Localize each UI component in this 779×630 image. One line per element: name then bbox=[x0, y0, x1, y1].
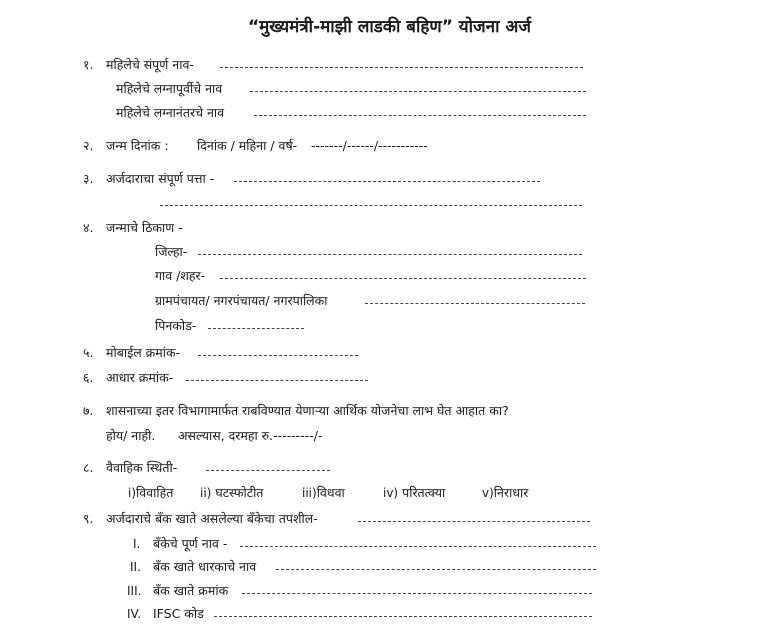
q4-local-body-label: ग्रामपंचायत/ नगरपंचायत/ नगरपालिका bbox=[155, 293, 328, 308]
q8-marital-status-field[interactable] bbox=[206, 470, 330, 471]
q2-number: २. bbox=[83, 138, 94, 153]
q8-number: ८. bbox=[83, 460, 94, 475]
q9-item-roman: II. bbox=[130, 560, 141, 574]
form-title: “मुख्यमंत्री-माझी लाडकी बहिण” योजना अर्ज bbox=[247, 17, 532, 37]
q1-label: महिलेचे संपूर्ण नाव- bbox=[106, 57, 194, 72]
q5-label: मोबाईल क्रमांक- bbox=[106, 345, 181, 360]
q4-district-field[interactable] bbox=[198, 254, 582, 255]
q9-item-roman: IV. bbox=[127, 607, 142, 621]
q9-item-roman: I. bbox=[133, 537, 141, 551]
q3-address-field-line2[interactable] bbox=[160, 205, 582, 206]
q1-premarital-label: महिलेचे लग्नापूर्वीचे नाव bbox=[116, 81, 223, 96]
q9-number: ९. bbox=[83, 511, 94, 526]
q6-label: आधार क्रमांक- bbox=[106, 370, 174, 385]
marital-option[interactable]: i)विवाहित bbox=[128, 485, 174, 500]
q1-postmarital-name-field[interactable] bbox=[254, 115, 586, 116]
q3-label: अर्जदाराचा संपूर्ण पत्ता - bbox=[106, 171, 215, 186]
q1-postmarital-label: महिलेचे लग्नानंतरचे नाव bbox=[116, 105, 225, 120]
q4-number: ४. bbox=[83, 220, 94, 235]
q9-account-holder-field[interactable] bbox=[276, 569, 596, 570]
marital-option[interactable]: ii) घटस्फोटीत bbox=[200, 485, 264, 500]
q5-mobile-field[interactable] bbox=[198, 355, 358, 356]
marital-option[interactable]: iv) परितत्क्या bbox=[383, 485, 446, 500]
q1-number: १. bbox=[83, 57, 94, 72]
q9-account-holder-label: बँक खाते धारकाचे नाव bbox=[153, 559, 257, 574]
q9-account-number-field[interactable] bbox=[242, 593, 592, 594]
q6-aadhaar-field[interactable] bbox=[186, 380, 368, 381]
q2-date-field[interactable]: -------/------/----------- bbox=[311, 138, 428, 153]
q2-date-format: दिनांक / महिना / वर्ष- bbox=[197, 138, 298, 153]
q1-premarital-name-field[interactable] bbox=[250, 91, 586, 92]
q9-account-number-label: बँक खाते क्रमांक bbox=[153, 583, 229, 598]
q9-bank-details-field[interactable] bbox=[358, 521, 590, 522]
marital-option[interactable]: iii)विधवा bbox=[302, 485, 345, 500]
q4-pincode-field[interactable] bbox=[208, 328, 304, 329]
q9-ifsc-label: IFSC कोड bbox=[153, 606, 204, 621]
q9-bank-name-field[interactable] bbox=[240, 546, 596, 547]
q4-pincode-label: पिनकोड- bbox=[155, 318, 197, 333]
q5-number: ५. bbox=[83, 345, 94, 360]
q9-label: अर्जदाराचे बँक खाते असलेल्या बँकेचा तपशील- bbox=[106, 511, 318, 526]
q7-amount-field[interactable]: असल्यास, दरमहा रु.---------/- bbox=[178, 428, 323, 443]
q4-village-label: गाव /शहर- bbox=[155, 268, 206, 283]
q7-answer-options[interactable]: होय/ नाही. bbox=[106, 428, 156, 443]
q4-district-label: जिल्हा- bbox=[155, 244, 188, 259]
q2-label: जन्म दिनांक : bbox=[106, 138, 169, 153]
q4-label: जन्माचे ठिकाण - bbox=[106, 220, 183, 235]
q9-item-roman: III. bbox=[127, 584, 142, 598]
q9-bank-name-label: बँकेचे पूर्ण नाव - bbox=[153, 536, 228, 551]
q7-number: ७. bbox=[83, 403, 94, 418]
q3-number: ३. bbox=[83, 171, 94, 186]
q9-ifsc-field[interactable] bbox=[214, 616, 592, 617]
q6-number: ६. bbox=[83, 370, 94, 385]
q1-full-name-field[interactable] bbox=[220, 67, 583, 68]
q4-local-body-field[interactable] bbox=[365, 303, 585, 304]
marital-option[interactable]: v)निराधार bbox=[482, 485, 529, 500]
q3-address-field-line1[interactable] bbox=[234, 181, 540, 182]
q8-label: वैवाहिक स्थिती- bbox=[106, 460, 178, 475]
q7-question: शासनाच्या इतर विभागामार्फत राबविण्यात येणाऱ्या आर्थिक योजनेचा लाभ घेत आहात का? bbox=[106, 403, 509, 418]
q4-village-field[interactable] bbox=[220, 278, 586, 279]
